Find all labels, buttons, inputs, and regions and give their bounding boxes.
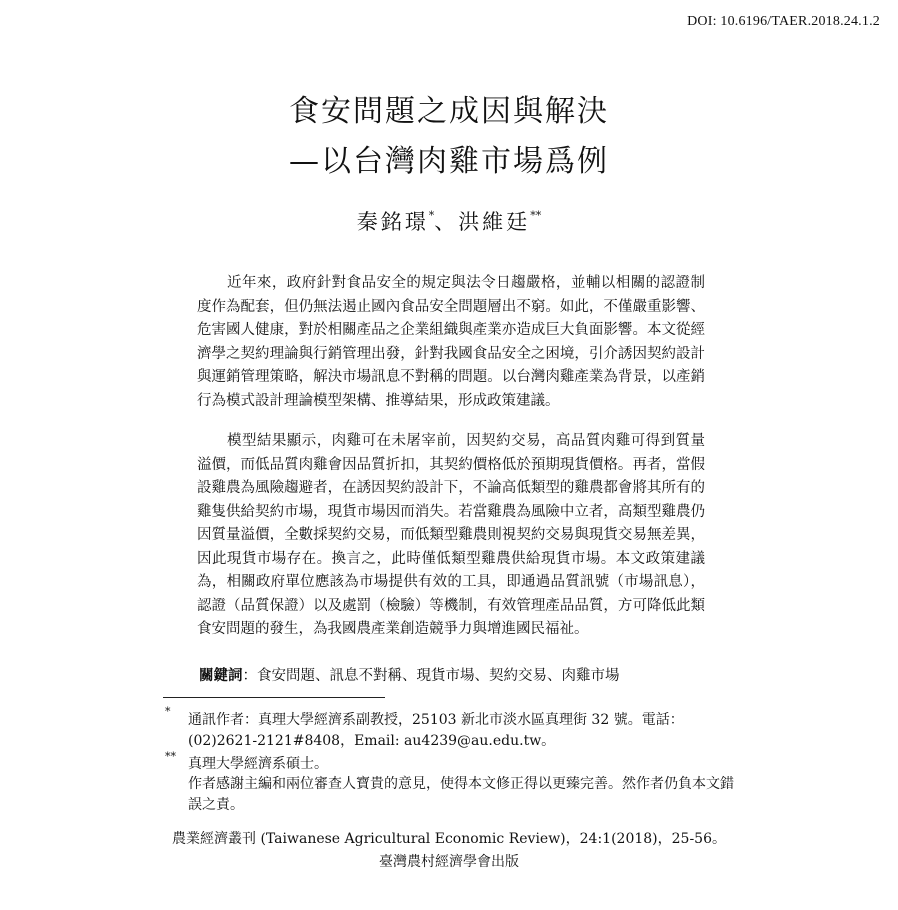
abstract-paragraph-2: 模型結果顯示，肉雞可在未屠宰前，因契約交易，高品質肉雞可得到質量溢價，而低品質肉雞會因品質折扣，其契約價格低於預期現貨價格。再者，當假設雞農為風險趨避者，在誘因契約設計下，不論高低類型的雞農都會將其所有的雞隻供給契約市場，現貨市場因而消失。若當雞農為風險中立者，高類型雞農仍因質量溢價，全數採契約交易，而低類型雞農則視契約交易與現貨交易無差異，因此現貨市場存在。換言之，此時僅低類型雞農供給現貨市場。本文政策建議為，相關政府單位應該為市場提供有效的工具，即通過品質訊號（市場訊息），認證（品質保證）以及處罰（檢驗）等機制，有效管理產品品質，方可降低此類食安問題的發生，為我國農產業創造競爭力與增進國民福祉。: [197, 433, 705, 637]
footnote-1-mark: *: [165, 705, 171, 718]
footnote-corresponding-author: 通訊作者：真理大學經濟系副教授，25103 新北市淡水區真理街 32 號。電話：(02)2621-2121#8408，Email: au4239@au.edu.tw。: [188, 712, 684, 749]
paper-title-line-1: 食安問題之成因與解決: [289, 94, 609, 129]
author-2-name: 洪維廷: [458, 210, 531, 234]
footnote-2-mark: **: [165, 750, 176, 763]
keywords: [199, 664, 620, 685]
author-line: [0, 206, 898, 236]
publisher-line: 臺灣農村經濟學會出版: [379, 854, 519, 870]
footnote-second-author: 真理大學經濟系碩士。: [188, 756, 328, 772]
author-1-mark: *: [428, 209, 435, 222]
author-2-mark: **: [530, 209, 542, 222]
abstract-paragraph-1: 近年來，政府針對食品安全的規定與法令日趨嚴格，並輔以相關的認證制度作為配套，但仍無法遏止國內食品安全問題層出不窮。如此，不僅嚴重影響、危害國人健康，對於相關產品之企業組織與產業亦造成巨大負面影響。本文從經濟學之契約理論與行銷管理出發，針對我國食品安全之困境，引介誘因契約設計與運銷管理策略，解決市場訊息不對稱的問題。以台灣肉雞產業為背景，以產銷行為模式設計理論模型架構、推導結果，形成政策建議。: [197, 275, 705, 409]
footnote-acknowledgement: 作者感謝主編和兩位審查人寶貴的意見，使得本文修正得以更臻完善。然作者仍負本文錯誤之責。: [188, 776, 734, 813]
author-1-name: 秦銘璟: [356, 210, 429, 234]
keywords-value: ：食安問題、訊息不對稱、現貨市場、契約交易、肉雞市場: [242, 668, 620, 684]
paper-title-line-2: —以台灣肉雞市場爲例: [289, 144, 609, 179]
footnote-divider: [163, 697, 385, 698]
doi-label: DOI: 10.6196/TAER.2018.24.1.2: [687, 14, 880, 29]
author-separator: 、: [434, 210, 459, 234]
journal-citation: 農業經濟叢刊 (Taiwanese Agricultural Economic Review)，24:1(2018)，25-56。: [172, 831, 726, 847]
keywords-label: 關鍵詞: [199, 668, 243, 684]
